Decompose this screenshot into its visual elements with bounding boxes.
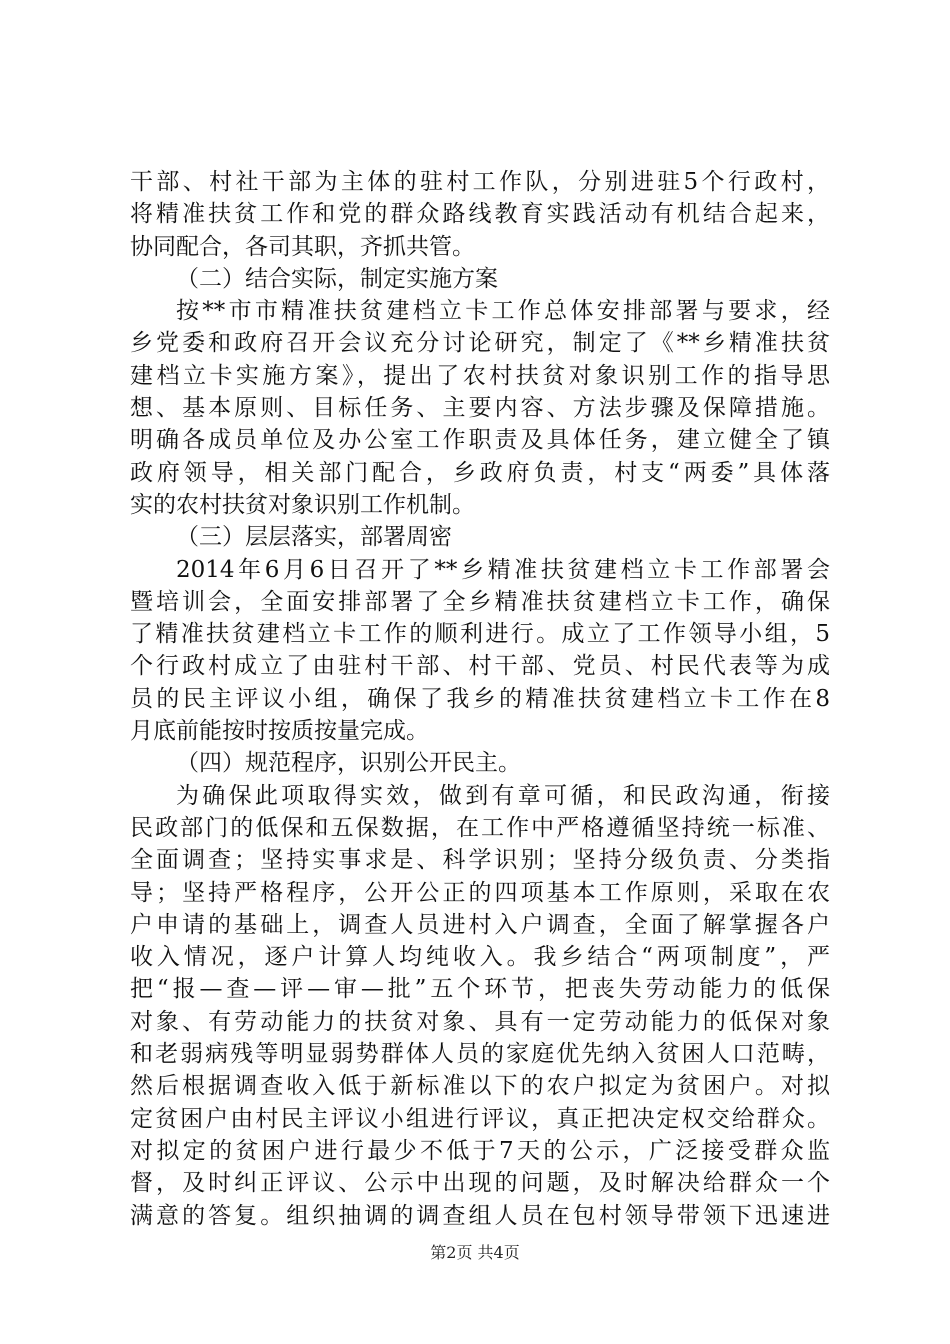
section-heading [130, 263, 830, 295]
body-paragraph [130, 295, 830, 521]
text-line: 员的民主评议小组，确保了我乡的精准扶贫建档立卡工作在8 [130, 685, 830, 712]
text-line: 和老弱病残等明显弱势群体人员的家庭优先纳入贫困人口范畴， [130, 1041, 830, 1068]
text-line: 协同配合，各司其职，齐抓共管。 [130, 233, 475, 260]
heading-text: （四）规范程序，识别公开民主。 [176, 750, 521, 777]
text-line: 2014年6月6日召开了**乡精准扶贫建档立卡工作部署会 [176, 556, 830, 583]
text-line: 民政部门的低保和五保数据，在工作中严格遵循坚持统一标准、 [130, 814, 830, 841]
section-heading [130, 521, 830, 553]
document-body [130, 166, 830, 1232]
heading-text: （二）结合实际，制定实施方案 [176, 265, 498, 292]
text-line: 户申请的基础上，调查人员进村入户调查，全面了解掌握各户 [130, 911, 830, 938]
text-line: 收入情况，逐户计算人均纯收入。我乡结合“两项制度”，严 [130, 944, 830, 971]
text-line: 督，及时纠正评议、公示中出现的问题，及时解决给群众一个 [130, 1170, 830, 1197]
body-paragraph [130, 554, 830, 748]
body-paragraph [130, 166, 830, 263]
body-paragraph [130, 780, 830, 1232]
text-line: 个行政村成立了由驻村干部、村干部、党员、村民代表等为成 [130, 653, 830, 680]
text-line: 乡党委和政府召开会议充分讨论研究，制定了《**乡精准扶贫 [130, 330, 830, 357]
text-line: 干部、村社干部为主体的驻村工作队，分别进驻5个行政村， [130, 169, 830, 195]
text-line: 暨培训会，全面安排部署了全乡精准扶贫建档立卡工作，确保 [130, 588, 830, 615]
text-line: 明确各成员单位及办公室工作职责及具体任务，建立健全了镇 [130, 427, 830, 454]
text-line: 政府领导，相关部门配合，乡政府负责，村支“两委”具体落 [130, 459, 830, 486]
heading-text: （三）层层落实，部署周密 [176, 524, 452, 551]
text-line: 实的农村扶贫对象识别工作机制。 [130, 491, 475, 518]
text-line: 月底前能按时按质按量完成。 [130, 718, 429, 745]
text-line: 了精准扶贫建档立卡工作的顺利进行。成立了工作领导小组，5 [130, 621, 830, 648]
text-line: 导；坚持严格程序，公开公正的四项基本工作原则，采取在农 [130, 879, 830, 906]
text-line: 把“报—查—评—审—批”五个环节，把丧失劳动能力的低保 [130, 976, 830, 1003]
text-line: 然后根据调查收入低于新标准以下的农户拟定为贫困户。对拟 [130, 1073, 830, 1100]
text-line: 对象、有劳动能力的扶贫对象、具有一定劳动能力的低保对象 [130, 1008, 830, 1035]
text-line: 定贫困户由村民主评议小组进行评议，真正把决定权交给群众。 [130, 1105, 830, 1132]
text-line: 想、基本原则、目标任务、主要内容、方法步骤及保障措施。 [130, 395, 830, 422]
text-line: 将精准扶贫工作和党的群众路线教育实践活动有机结合起来， [130, 201, 830, 228]
text-line: 全面调查；坚持实事求是、科学识别；坚持分级负责、分类指 [130, 847, 830, 874]
text-line: 满意的答复。组织抽调的调查组人员在包村领导带领下迅速进 [130, 1202, 830, 1229]
page-footer: 第2页 共4页 [430, 1243, 520, 1262]
text-line: 按**市市精准扶贫建档立卡工作总体安排部署与要求，经 [176, 298, 830, 325]
text-line: 建档立卡实施方案》，提出了农村扶贫对象识别工作的指导思 [130, 362, 830, 389]
text-line: 为确保此项取得实效，做到有章可循，和民政沟通，衔接 [176, 782, 830, 809]
text-line: 对拟定的贫困户进行最少不低于7天的公示，广泛接受群众监 [130, 1137, 830, 1164]
section-heading [130, 747, 830, 779]
